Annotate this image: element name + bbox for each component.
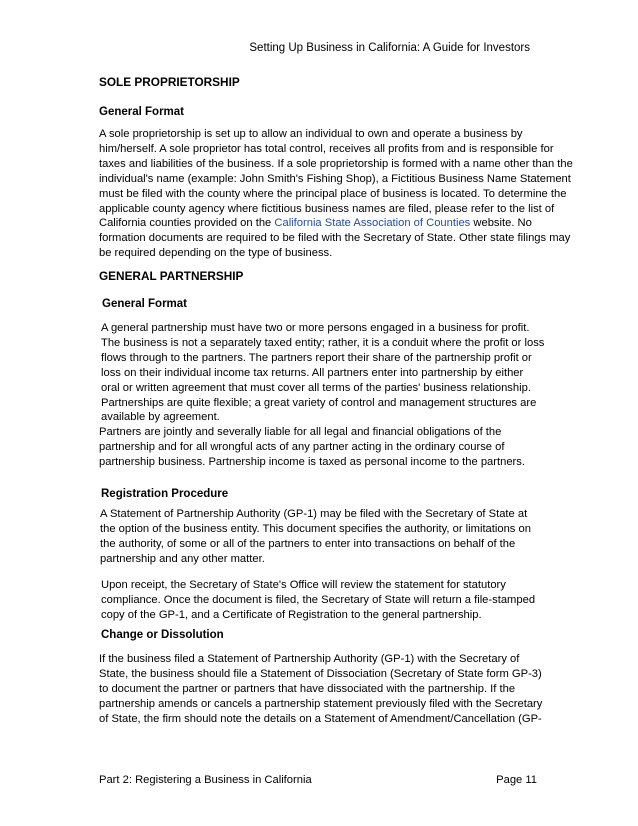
text-line: copy of the GP-1, and a Certificate of Registration to the general partnership.	[101, 608, 482, 621]
csac-website-link[interactable]: California State Association of Counties	[274, 217, 471, 230]
text-line: to document the partner or partners that have dissociated with the partnership. If the	[99, 682, 516, 695]
text-line: Partners are jointly and severally liable for all legal and financial obligations of the	[99, 426, 502, 438]
text-line: A Statement of Partnership Authority (GP-1) may be filed with the Secretary of State at	[100, 508, 528, 520]
text-line: applicable county agency where fictitious business names are filed, please refer to the list of	[99, 202, 555, 215]
text-line: The business is not a separately taxed entity; rather, it is a conduit where the profit or loss	[101, 336, 545, 349]
text-line: partnership and for all wrongful acts of any partner acting in the ordinary course of	[99, 440, 505, 453]
partnership-paragraph-2	[99, 425, 525, 470]
change-paragraph	[99, 652, 542, 727]
text-line: Partnerships are quite flexible; a great variety of control and management structures are	[101, 396, 537, 409]
text-line	[99, 216, 573, 231]
partnership-general-format-heading: General Format	[102, 298, 187, 310]
running-header: Setting Up Business in California: A Guide for Investors	[249, 42, 530, 54]
text-line: him/herself. A sole proprietor has total control, receives all profits from and is responsible for	[99, 142, 554, 155]
text-line: partnership and any other matter.	[100, 552, 265, 565]
text-line: flows through to the partners. The partners report their share of the partnership profit or	[101, 351, 532, 364]
text-line: be required depending on the type of business.	[99, 247, 333, 260]
text-line: A sole proprietorship is set up to allow an individual to own and operate a business by	[99, 128, 523, 140]
text-fragment: website. No	[470, 217, 532, 230]
text-line: individual's name (example: John Smith's Fishing Shop), a Fictitious Business Name Statement	[99, 172, 571, 185]
text-line: partnership business. Partnership income is taxed as personal income to the partners.	[99, 455, 525, 468]
text-line: If the business filed a Statement of Partnership Authority (GP-1) with the Secretary of	[99, 653, 520, 665]
text-line: compliance. Once the document is filed, the Secretary of State will return a file-stamped	[101, 593, 536, 606]
footer-section-label: Part 2: Registering a Business in California	[99, 774, 312, 786]
page-number: Page 11	[496, 774, 537, 786]
registration-paragraph-2	[101, 578, 535, 623]
sole-proprietorship-heading: SOLE PROPRIETORSHIP	[99, 75, 240, 89]
change-or-dissolution-heading: Change or Dissolution	[101, 629, 224, 641]
text-line: A general partnership must have two or more persons engaged in a business for profit.	[101, 322, 530, 334]
text-line: must be filed with the county where the principal place of business is located. To determine the	[99, 187, 567, 200]
sole-paragraph	[99, 127, 573, 261]
text-line: the authority, of some or all of the partners to enter into transactions on behalf of the	[100, 537, 516, 550]
text-line: State, the business should file a Statement of Dissociation (Secretary of State form GP-3)	[99, 667, 542, 680]
text-line: the option of the business entity. This document specifies the authority, or limitations on	[100, 522, 531, 535]
general-partnership-heading: GENERAL PARTNERSHIP	[99, 269, 244, 283]
text-line: available by agreement.	[101, 411, 220, 424]
text-line: formation documents are required to be filed with the Secretary of State. Other state filings may	[99, 232, 571, 245]
partnership-paragraph-1	[101, 321, 544, 425]
registration-procedure-heading: Registration Procedure	[101, 488, 229, 500]
text-line: of State, the firm should note the details on a Statement of Amendment/Cancellation (GP-	[99, 712, 542, 725]
text-line: loss on their individual income tax returns. All partners enter into partnership by either	[101, 366, 524, 379]
sole-general-format-heading: General Format	[99, 106, 184, 118]
text-line: taxes and liabilities of the business. If a sole proprietorship is formed with a name other than the	[99, 157, 573, 170]
text-line: partnership amends or cancels a partnership statement previously filed with the Secretary	[99, 697, 543, 710]
text-line: oral or written agreement that must cover all terms of the parties' business relationship.	[101, 381, 531, 394]
text-fragment: California counties provided on the	[99, 217, 275, 230]
registration-paragraph-1	[100, 507, 531, 567]
text-line: Upon receipt, the Secretary of State's Office will review the statement for statutory	[101, 579, 506, 591]
